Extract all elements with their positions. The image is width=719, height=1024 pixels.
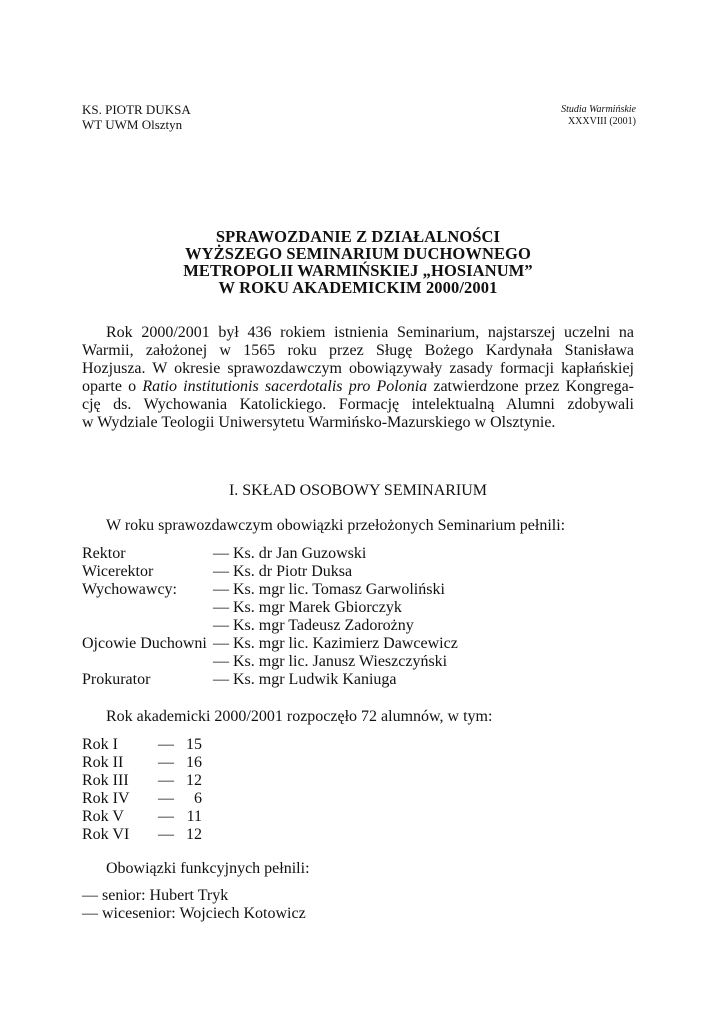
staff-name: — Ks. mgr lic. Tomasz Garwoliński	[213, 581, 445, 598]
staff-intro: W roku sprawozdawczym obowiązki przełożonych Seminarium pełnili:	[106, 517, 566, 534]
functions-intro: Obowiązki funkcyjnych pełnili:	[106, 860, 310, 877]
year-count: 11	[186, 808, 202, 825]
title-line: W ROKU AKADEMICKIM 2000/2001	[218, 278, 498, 297]
year-label: Rok I	[82, 736, 118, 753]
year-dash: —	[158, 808, 174, 825]
ratio-title-italic: Ratio institutionis sacerdotalis pro Polonia	[142, 378, 428, 395]
staff-role: Wychowawcy:	[82, 581, 177, 598]
intro-text: zatwierdzone przez Kongrega-	[433, 378, 635, 395]
journal-name: Studia Warmińskie	[561, 104, 636, 115]
intro-text: oparte o	[82, 378, 137, 395]
year-label: Rok III	[82, 772, 129, 789]
intro-line: w Wydziale Teologii Uniwersytetu Warmińsko-Mazurskiego w Olsztynie.	[82, 414, 556, 431]
function-item: — wicesenior: Wojciech Kotowicz	[82, 905, 306, 922]
author-affiliation: WT UWM Olsztyn	[82, 117, 183, 132]
year-count: 12	[186, 826, 202, 843]
article-title	[82, 228, 634, 296]
title-line: WYŻSZEGO SEMINARIUM DUCHOWNEGO	[185, 244, 531, 263]
year-count: 15	[186, 736, 202, 753]
year-dash: —	[158, 754, 174, 771]
years-intro: Rok akademicki 2000/2001 rozpoczęło 72 alumnów, w tym:	[106, 708, 493, 725]
intro-line: cję ds. Wychowania Katolickiego. Formację intelektualną Alumni zdobywali	[82, 396, 634, 413]
staff-role: Rektor	[82, 545, 126, 562]
intro-line: Rok 2000/2001 był 436 rokiem istnienia Seminarium, najstarszej uczelni na	[106, 324, 634, 341]
function-item: — senior: Hubert Tryk	[82, 887, 229, 904]
year-label: Rok II	[82, 754, 124, 771]
title-line: SPRAWOZDANIE Z DZIAŁALNOŚCI	[215, 227, 501, 246]
journal-block	[561, 104, 636, 128]
staff-role: Prokurator	[82, 671, 151, 688]
intro-line: Hozjusza. W okresie sprawozdawczym obowiązywały zasady formacji kapłańskiej	[82, 360, 634, 377]
year-count: 12	[186, 772, 202, 789]
staff-name: — Ks. dr Jan Guzowski	[213, 545, 367, 562]
staff-name: — Ks. mgr Ludwik Kaniuga	[213, 671, 397, 688]
year-count: 16	[186, 754, 202, 771]
author-block	[82, 102, 191, 132]
year-dash: —	[158, 826, 174, 843]
staff-name: — Ks. mgr lic. Janusz Wieszczyński	[213, 653, 448, 670]
functions-list	[82, 887, 306, 923]
staff-name: — Ks. mgr Marek Gbiorczyk	[213, 599, 402, 616]
staff-role: Ojcowie Duchowni	[82, 635, 207, 652]
intro-line: Warmii, założonej w 1565 roku przez Sługę Bożego Kardynała Stanisława	[82, 342, 634, 359]
year-dash: —	[158, 790, 174, 807]
staff-name: — Ks. mgr lic. Kazimierz Dawcewicz	[213, 635, 458, 652]
title-line: METROPOLII WARMIŃSKIEJ „HOSIANUM”	[183, 261, 533, 280]
author-name: KS. PIOTR DUKSA	[82, 102, 191, 117]
year-count: 6	[194, 790, 202, 807]
section-heading: I. SKŁAD OSOBOWY SEMINARIUM	[228, 482, 488, 499]
staff-role: Wicerektor	[82, 563, 154, 580]
year-label: Rok VI	[82, 826, 130, 843]
year-dash: —	[158, 772, 174, 789]
staff-name: — Ks. mgr Tadeusz Zadorożny	[213, 617, 414, 634]
journal-volume: XXXVIII (2001)	[567, 116, 636, 127]
year-label: Rok IV	[82, 790, 130, 807]
intro-line	[82, 378, 634, 396]
intro-paragraph	[82, 324, 634, 432]
staff-name: — Ks. dr Piotr Duksa	[213, 563, 353, 580]
year-label: Rok V	[82, 808, 124, 825]
year-dash: —	[158, 736, 174, 753]
